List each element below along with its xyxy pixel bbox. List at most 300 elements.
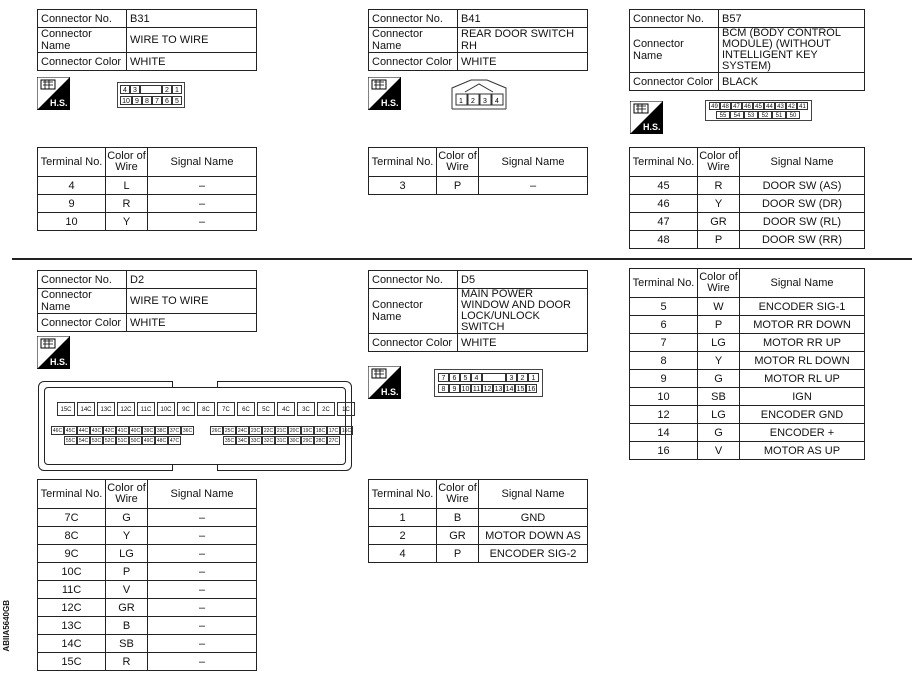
- pin: 55: [716, 111, 730, 119]
- pin: 54: [730, 111, 744, 119]
- pin: 1: [459, 98, 463, 105]
- info-value: BLACK: [719, 73, 865, 91]
- cell: –: [148, 581, 257, 599]
- cell: –: [148, 617, 257, 635]
- cell: –: [148, 177, 257, 195]
- pin: 52C: [104, 438, 115, 444]
- pin: 2: [162, 85, 172, 94]
- col-header: Color of Wire: [106, 480, 148, 509]
- cell: 14C: [38, 635, 106, 653]
- cell: Y: [106, 527, 148, 545]
- pin: 28C: [315, 438, 326, 444]
- info-label: Connector Color: [38, 53, 127, 71]
- pin: 1C: [337, 402, 355, 416]
- info-label: Connector No.: [38, 271, 127, 289]
- table-row: [630, 231, 865, 249]
- info-value: WHITE: [127, 53, 257, 71]
- pin: 10C: [157, 402, 175, 416]
- cell: 16: [630, 442, 698, 460]
- cell: 11C: [38, 581, 106, 599]
- table-row: [38, 213, 257, 231]
- pin: 23C: [250, 428, 261, 434]
- cell: V: [106, 581, 148, 599]
- d2-key-top: [172, 381, 218, 388]
- pin: 51: [772, 111, 786, 119]
- pin: 33C: [250, 438, 261, 444]
- pin: 13: [494, 386, 503, 393]
- pin: 53: [744, 111, 758, 119]
- table-row: [38, 509, 257, 527]
- col-header: Terminal No.: [369, 480, 437, 509]
- info-label: Connector No.: [630, 10, 719, 28]
- pin: 45C: [65, 428, 76, 434]
- table-row: [369, 527, 588, 545]
- table-row: [630, 177, 865, 195]
- pin: 5: [460, 373, 471, 382]
- info-label: Connector Name: [369, 289, 458, 334]
- pin: 6: [162, 96, 172, 105]
- cell: W: [698, 298, 740, 316]
- table-row: [630, 352, 865, 370]
- table-row: [630, 316, 865, 334]
- col-header: Signal Name: [479, 480, 588, 509]
- info-value: REAR DOOR SWITCH RH: [458, 28, 588, 53]
- cell: 10: [630, 388, 698, 406]
- col-header: Color of Wire: [698, 148, 740, 177]
- b41-connector-face: [451, 78, 507, 110]
- col-header: Terminal No.: [38, 148, 106, 177]
- cell: DOOR SW (RR): [740, 231, 865, 249]
- cell: 13C: [38, 617, 106, 635]
- pin: 6C: [237, 402, 255, 416]
- info-value: B57: [719, 10, 865, 28]
- pin: 26C: [211, 428, 222, 434]
- cell: –: [148, 653, 257, 671]
- cell: 46: [630, 195, 698, 213]
- cell: GR: [698, 213, 740, 231]
- pin: 45: [753, 102, 764, 110]
- table-row: [369, 177, 588, 195]
- cell: MOTOR RR DOWN: [740, 316, 865, 334]
- pin: 1: [528, 373, 539, 382]
- d5-terminal-table-continued: [629, 268, 865, 460]
- cell: 7C: [38, 509, 106, 527]
- pin-row: [51, 426, 353, 435]
- pin: 13C: [97, 402, 115, 416]
- pin: 3: [506, 373, 517, 382]
- cell: –: [479, 177, 588, 195]
- b31-info-table: [37, 9, 257, 71]
- cell: 14: [630, 424, 698, 442]
- cell: MOTOR AS UP: [740, 442, 865, 460]
- col-header: Color of Wire: [437, 480, 479, 509]
- pin-row: [438, 373, 539, 382]
- cell: 3: [369, 177, 437, 195]
- info-value: D5: [458, 271, 588, 289]
- table-row: [38, 545, 257, 563]
- cell: GR: [106, 599, 148, 617]
- cell: 10: [38, 213, 106, 231]
- info-label: Connector No.: [369, 271, 458, 289]
- pin: 18C: [315, 428, 326, 434]
- pin: 32C: [263, 438, 274, 444]
- d2-terminal-table: [37, 479, 257, 671]
- cell: Y: [106, 213, 148, 231]
- col-header: Color of Wire: [106, 148, 148, 177]
- figure-code: ABIIA5640GB: [2, 600, 11, 652]
- pin: 43: [775, 102, 786, 110]
- pin: 47C: [169, 438, 180, 444]
- col-header: Signal Name: [740, 148, 865, 177]
- pin: 15C: [57, 402, 75, 416]
- pin: 42C: [104, 428, 115, 434]
- cell: 6: [630, 316, 698, 334]
- pin: 48: [720, 102, 731, 110]
- pin-row: [120, 85, 182, 94]
- cell: 12: [630, 406, 698, 424]
- pin: 3: [130, 85, 140, 94]
- pin: 48C: [156, 438, 167, 444]
- cell: Y: [698, 352, 740, 370]
- pin: 29C: [302, 438, 313, 444]
- cell: 10C: [38, 563, 106, 581]
- info-label: Connector Color: [630, 73, 719, 91]
- cell: DOOR SW (RL): [740, 213, 865, 231]
- harness-side-icon: [37, 336, 70, 369]
- col-header: Terminal No.: [630, 148, 698, 177]
- pin: 41: [797, 102, 808, 110]
- pin: 31C: [276, 438, 287, 444]
- cell: 4: [369, 545, 437, 563]
- info-label: Connector Color: [38, 314, 127, 332]
- pin: 10: [461, 386, 470, 393]
- pin: 4: [495, 98, 499, 105]
- pin: 46C: [52, 428, 63, 434]
- table-row: [630, 424, 865, 442]
- cell: –: [148, 599, 257, 617]
- pin: 7: [152, 96, 162, 105]
- pin: 5: [172, 96, 182, 105]
- pin: 50C: [130, 438, 141, 444]
- table-row: [369, 545, 588, 563]
- pin: 39C: [143, 428, 154, 434]
- cell: MOTOR DOWN AS: [479, 527, 588, 545]
- pin: 3C: [297, 402, 315, 416]
- info-label: Connector No.: [369, 10, 458, 28]
- cell: P: [437, 545, 479, 563]
- cell: 5: [630, 298, 698, 316]
- d5-terminal-table: [368, 479, 588, 563]
- pin: 8C: [197, 402, 215, 416]
- table-row: [369, 509, 588, 527]
- hs-label: H.S.: [643, 122, 661, 132]
- pin: 47: [731, 102, 742, 110]
- info-label: Connector No.: [38, 10, 127, 28]
- cell: MOTOR RR UP: [740, 334, 865, 352]
- cell: IGN: [740, 388, 865, 406]
- pin: 3: [483, 98, 487, 105]
- pin: 17C: [328, 428, 339, 434]
- info-value: WIRE TO WIRE: [127, 289, 257, 314]
- info-value: D2: [127, 271, 257, 289]
- cell: 9C: [38, 545, 106, 563]
- info-label: Connector Name: [38, 289, 127, 314]
- cell: ENCODER SIG-2: [479, 545, 588, 563]
- pin: 20C: [289, 428, 300, 434]
- table-row: [630, 442, 865, 460]
- info-value: MAIN POWER WINDOW AND DOOR LOCK/UNLOCK SWITCH: [458, 289, 588, 334]
- b57-connector-face: [705, 100, 812, 121]
- pin: 15: [516, 386, 525, 393]
- cell: 48: [630, 231, 698, 249]
- pin: 38C: [156, 428, 167, 434]
- pin: 19C: [302, 428, 313, 434]
- pin: 2C: [317, 402, 335, 416]
- cell: P: [698, 231, 740, 249]
- pin-blank: [140, 85, 162, 94]
- pin: 8: [438, 384, 449, 393]
- col-header: Signal Name: [148, 480, 257, 509]
- info-value: B31: [127, 10, 257, 28]
- pin: 9: [132, 96, 142, 105]
- pin-row: [120, 96, 182, 105]
- pin: 42: [786, 102, 797, 110]
- col-header: Signal Name: [740, 269, 865, 298]
- col-header: Color of Wire: [437, 148, 479, 177]
- pin: 37C: [169, 428, 180, 434]
- b41-info-table: [368, 9, 588, 71]
- cell: –: [148, 635, 257, 653]
- cell: SB: [106, 635, 148, 653]
- pin: 7: [438, 373, 449, 382]
- cell: P: [698, 316, 740, 334]
- cell: 2: [369, 527, 437, 545]
- cell: V: [698, 442, 740, 460]
- info-value: WHITE: [458, 53, 588, 71]
- table-row: [630, 334, 865, 352]
- cell: 4: [38, 177, 106, 195]
- cell: G: [698, 370, 740, 388]
- cell: R: [698, 177, 740, 195]
- cell: LG: [698, 334, 740, 352]
- pin: 10: [120, 96, 132, 105]
- cell: Y: [698, 195, 740, 213]
- b57-info-table: [629, 9, 865, 91]
- table-row: [630, 406, 865, 424]
- cell: –: [148, 195, 257, 213]
- pin: 2: [517, 373, 528, 382]
- pin-row: [709, 102, 808, 110]
- cell: B: [437, 509, 479, 527]
- cell: G: [106, 509, 148, 527]
- cell: 15C: [38, 653, 106, 671]
- cell: MOTOR RL UP: [740, 370, 865, 388]
- cell: P: [437, 177, 479, 195]
- pin: 40C: [130, 428, 141, 434]
- pin: 27C: [328, 438, 339, 444]
- pin: 1: [172, 85, 182, 94]
- pin: 36C: [182, 428, 193, 434]
- harness-side-icon: [368, 77, 401, 110]
- info-value: WHITE: [458, 334, 588, 352]
- cell: –: [148, 213, 257, 231]
- table-row: [38, 581, 257, 599]
- d2-key-bottom: [172, 464, 218, 471]
- cell: GR: [437, 527, 479, 545]
- pin: 24C: [237, 428, 248, 434]
- table-row: [630, 388, 865, 406]
- pin: 49: [709, 102, 720, 110]
- harness-side-icon: [630, 101, 663, 134]
- cell: 45: [630, 177, 698, 195]
- hs-label: H.S.: [381, 387, 399, 397]
- pin: 50: [786, 111, 800, 119]
- cell: LG: [106, 545, 148, 563]
- d5-connector-face: [434, 369, 543, 397]
- cell: LG: [698, 406, 740, 424]
- pin: 44C: [78, 428, 89, 434]
- cell: B: [106, 617, 148, 635]
- pin: 21C: [276, 428, 287, 434]
- hs-label: H.S.: [50, 98, 68, 108]
- info-label: Connector Color: [369, 334, 458, 352]
- d5-info-table: [368, 270, 588, 352]
- pin: 7C: [217, 402, 235, 416]
- pin: 41C: [117, 428, 128, 434]
- section-divider: [12, 258, 912, 260]
- pin: 34C: [237, 438, 248, 444]
- pin: 14: [505, 386, 514, 393]
- cell: DOOR SW (AS): [740, 177, 865, 195]
- pin-blank: [482, 373, 506, 382]
- pin: 5C: [257, 402, 275, 416]
- b31-connector-face: [117, 82, 185, 108]
- pin: 30C: [289, 438, 300, 444]
- d2-info-table: [37, 270, 257, 332]
- harness-side-icon: [37, 77, 70, 110]
- cell: –: [148, 527, 257, 545]
- info-value: WIRE TO WIRE: [127, 28, 257, 53]
- pin: 43C: [91, 428, 102, 434]
- table-row: [38, 563, 257, 581]
- table-row: [38, 617, 257, 635]
- pin-row: [716, 111, 808, 119]
- cell: –: [148, 563, 257, 581]
- cell: 7: [630, 334, 698, 352]
- pin: 8: [142, 96, 152, 105]
- cell: SB: [698, 388, 740, 406]
- hs-label: H.S.: [50, 357, 68, 367]
- pin: 11: [472, 386, 481, 393]
- pin: 4C: [277, 402, 295, 416]
- cell: P: [106, 563, 148, 581]
- pin: 6: [449, 373, 460, 382]
- table-row: [38, 599, 257, 617]
- hs-label: H.S.: [381, 98, 399, 108]
- pin: 22C: [263, 428, 274, 434]
- info-label: Connector Name: [630, 28, 719, 73]
- pin: 25C: [224, 428, 235, 434]
- table-row: [38, 195, 257, 213]
- cell: GND: [479, 509, 588, 527]
- pin: 51C: [117, 438, 128, 444]
- b31-terminal-table: [37, 147, 257, 231]
- pin: 16C: [341, 428, 352, 434]
- cell: 1: [369, 509, 437, 527]
- cell: –: [148, 545, 257, 563]
- col-header: Signal Name: [479, 148, 588, 177]
- cell: ENCODER +: [740, 424, 865, 442]
- cell: 8: [630, 352, 698, 370]
- info-label: Connector Color: [369, 53, 458, 71]
- col-header: Signal Name: [148, 148, 257, 177]
- table-row: [38, 653, 257, 671]
- pin: 49C: [143, 438, 154, 444]
- table-row: [630, 213, 865, 231]
- pin: 46: [742, 102, 753, 110]
- pin: 11C: [137, 402, 155, 416]
- b57-terminal-table: [629, 147, 865, 249]
- table-row: [38, 527, 257, 545]
- cell: ENCODER SIG-1: [740, 298, 865, 316]
- info-value: B41: [458, 10, 588, 28]
- info-value: WHITE: [127, 314, 257, 332]
- pin: 55C: [65, 438, 76, 444]
- col-header: Color of Wire: [698, 269, 740, 298]
- pin: 12C: [117, 402, 135, 416]
- col-header: Terminal No.: [630, 269, 698, 298]
- pin: 14C: [77, 402, 95, 416]
- pin: 4: [471, 373, 482, 382]
- table-row: [630, 298, 865, 316]
- table-row: [38, 635, 257, 653]
- cell: L: [106, 177, 148, 195]
- col-header: Terminal No.: [369, 148, 437, 177]
- cell: R: [106, 195, 148, 213]
- pin: 44: [764, 102, 775, 110]
- table-row: [630, 195, 865, 213]
- pin-row: [57, 402, 355, 416]
- pin: 9: [449, 384, 460, 393]
- pin: 9C: [177, 402, 195, 416]
- pin: 4: [120, 85, 130, 94]
- pin: 52: [758, 111, 772, 119]
- pin: 12: [483, 386, 492, 393]
- pin: 35C: [224, 438, 235, 444]
- cell: 12C: [38, 599, 106, 617]
- cell: R: [106, 653, 148, 671]
- cell: 47: [630, 213, 698, 231]
- b41-terminal-table: [368, 147, 588, 195]
- cell: ENCODER GND: [740, 406, 865, 424]
- info-label: Connector Name: [38, 28, 127, 53]
- cell: DOOR SW (DR): [740, 195, 865, 213]
- info-label: Connector Name: [369, 28, 458, 53]
- cell: –: [148, 509, 257, 527]
- cell: 9: [38, 195, 106, 213]
- pin: 2: [471, 98, 475, 105]
- pin: 54C: [78, 438, 89, 444]
- cell: G: [698, 424, 740, 442]
- d2-connector-housing: [38, 381, 352, 471]
- table-row: [38, 177, 257, 195]
- pin-row: [438, 384, 539, 393]
- harness-side-icon: [368, 366, 401, 399]
- pin-row: [64, 436, 340, 445]
- col-header: Terminal No.: [38, 480, 106, 509]
- pin: 16: [527, 386, 536, 393]
- info-value: BCM (BODY CONTROL MODULE) (WITHOUT INTELLIGENT KEY SYSTEM): [719, 28, 865, 73]
